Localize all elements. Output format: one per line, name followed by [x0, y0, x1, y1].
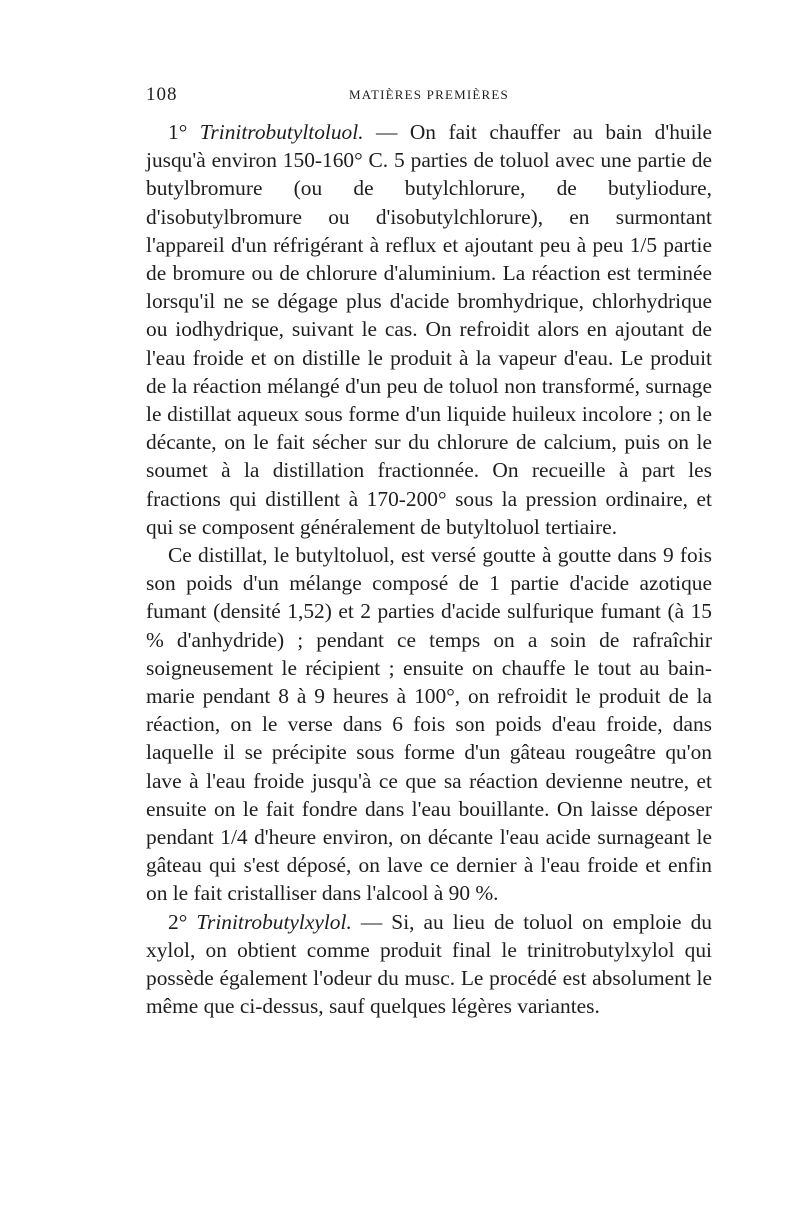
page-number: 108 [146, 84, 178, 105]
paragraph-trinitrobutylxylol [146, 908, 712, 1021]
paragraph-text: — On fait chauffer au bain d'huile jusqu'à environ 150-160° C. 5 parties de toluol avec une partie de butylbromure (ou de butylchlorure, de butyliodure, d'isobutylbromure ou d'isobutylchlorure), en surmontant l'appareil d'un réfrigérant à reflux et ajoutant peu à peu 1/5 partie de bromure ou de chlorure d'aluminium. La réaction est terminée lorsqu'il ne se dégage plus d'acide bromhydrique, chlorhydrique ou iodhydrique, suivant le cas. On refroidit alors en ajoutant de l'eau froide et on distille le produit à la vapeur d'eau. Le produit de la réaction mélangé d'un peu de toluol non transformé, surnage le distillat aqueux sous forme d'un liquide huileux incolore ; on le décante, on le fait sécher sur du chlorure de calcium, puis on le soumet à la distillation fractionnée. On recueille à part les fractions qui distillent à 170-200° sous la pression ordinaire, et qui se composent généralement de butyltoluol tertiaire. [146, 120, 712, 539]
page-header [146, 84, 712, 108]
section-title: Trinitrobutyltoluol. [199, 120, 364, 144]
section-number: 1° [168, 120, 188, 144]
body-text [146, 118, 712, 1021]
paragraph-text: — Si, au lieu de toluol on emploie du xylol, on obtient comme produit final le trinitrobutylxylol qui possède également l'odeur du musc. Le procédé est absolument le même que ci-dessus, sauf quelques légères variantes. [146, 909, 712, 1019]
paragraph-trinitrobutyltoluol [146, 118, 712, 541]
paragraph-nitration: Ce distillat, le butyltoluol, est versé goutte à goutte dans 9 fois son poids d'un mélange composé de 1 partie d'acide azotique fumant (densité 1,52) et 2 parties d'acide sulfurique fumant (à 15 % d'anhydride) ; pendant ce temps on a soin de rafraîchir soigneusement le récipient ; ensuite on chauffe le tout au bain-marie pendant 8 à 9 heures à 100°, on refroidit le produit de la réaction, on le verse dans 6 fois son poids d'eau froide, dans laquelle il se précipite sous forme d'un gâteau rougeâtre qu'on lave à l'eau froide jusqu'à ce que sa réaction devienne neutre, et ensuite on le fait fondre dans l'eau bouillante. On laisse déposer pendant 1/4 d'heure environ, on décante l'eau acide surnageant le gâteau qui s'est déposé, on lave ce dernier à l'eau froide et enfin on le fait cristalliser dans l'alcool à 90 %. [146, 543, 712, 906]
running-head: MATIÈRES PREMIÈRES [349, 87, 509, 102]
section-title: Trinitrobutylxylol. [196, 909, 352, 934]
section-number: 2° [168, 909, 188, 934]
